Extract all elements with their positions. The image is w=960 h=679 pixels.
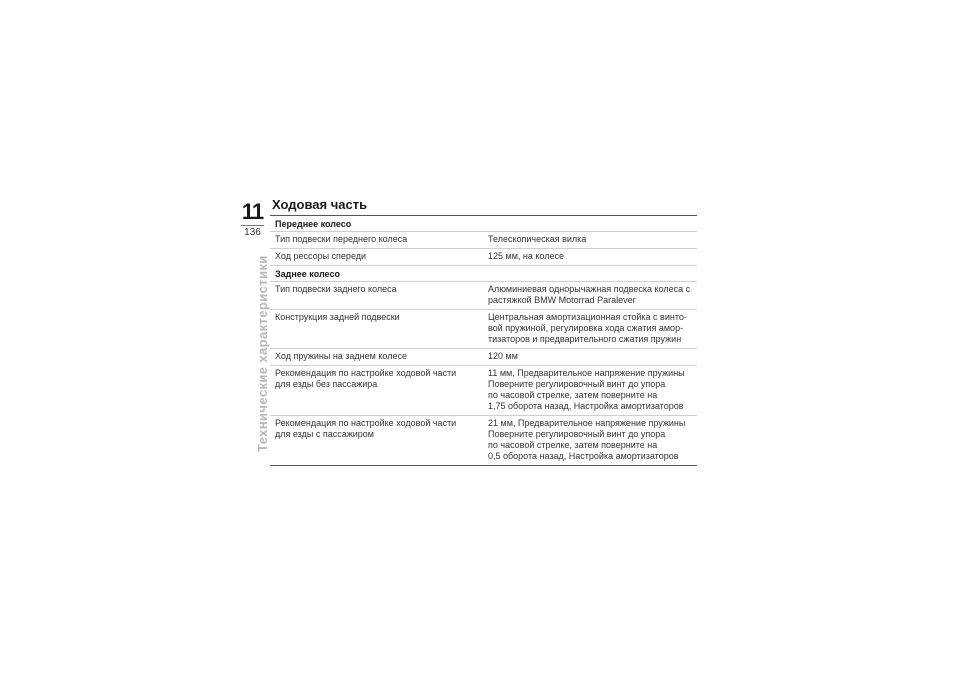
- spec-label: Ход пружины на заднем колесе: [275, 351, 407, 361]
- table-row: [270, 310, 697, 349]
- spec-label: Тип подвески заднего колеса: [275, 284, 397, 294]
- section-title: Ходовая часть: [272, 197, 368, 212]
- spec-label: Конструкция задней подвески: [275, 312, 400, 322]
- chapter-tab: [241, 201, 264, 239]
- chapter-number: 11: [241, 199, 264, 224]
- page-number: 136: [244, 227, 261, 238]
- table-row: [270, 349, 697, 366]
- table-row: [270, 249, 697, 266]
- spec-value: 120 мм: [488, 351, 518, 361]
- table-row: [270, 282, 697, 310]
- table-row: [270, 232, 697, 249]
- group-header-rear: Заднее колесо: [270, 266, 697, 282]
- spec-label: Ход рессоры спереди: [275, 251, 367, 261]
- spec-table: [270, 215, 697, 466]
- spec-label: Рекомендация по настройке ходовой части для езды с пассажиром: [275, 418, 457, 439]
- group-header-front: Переднее колесо: [270, 216, 697, 232]
- spec-value: Алюминиевая однорычажная подвеска колеса с растяжкой BMW Motorrad Paralever: [488, 284, 691, 305]
- spec-label: Тип подвески переднего колеса: [275, 234, 408, 244]
- spec-value: 125 мм, на колесе: [488, 251, 564, 261]
- spec-value: Центральная амортизационная стойка с винто- вой пружиной, регулировка хода сжатия амор- тизаторов и предварительного сжатия пружин: [488, 312, 687, 344]
- table-row: [270, 366, 697, 416]
- spec-value: Телескопическая вилка: [488, 234, 587, 244]
- spec-label: Рекомендация по настройке ходовой части для езды без пассажира: [275, 368, 457, 389]
- chapter-side-title: Технические характеристики: [255, 255, 270, 452]
- spec-value: 21 мм, Предварительное напряжение пружины Поверните регулировочный винт до упора по часовой стрелке, затем поверните на 0,5 оборота назад, Настройка амортизаторов: [488, 418, 686, 461]
- tab-divider: [241, 225, 264, 226]
- spec-value: 11 мм, Предварительное напряжение пружины Поверните регулировочный винт до упора по часовой стрелке, затем поверните на 1,75 оборота назад, Настройка амортизаторов: [488, 368, 685, 411]
- table-row: [270, 416, 697, 466]
